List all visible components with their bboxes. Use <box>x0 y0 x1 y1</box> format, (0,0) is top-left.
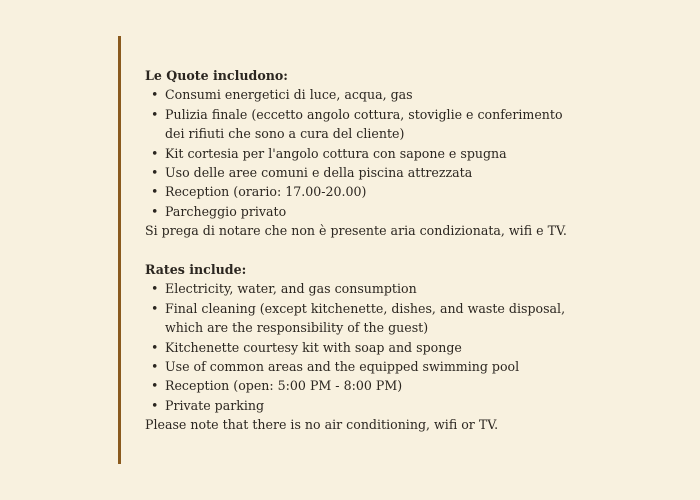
list-item: • Final cleaning (except kitchenette, dishes, and waste disposal, which are the responsibility of the guest) <box>145 299 585 338</box>
list-item: • Kit cortesia per l'angolo cottura con sapone e spugna <box>145 144 585 163</box>
list-item: • Parcheggio privato <box>145 202 585 221</box>
italian-section <box>145 66 585 241</box>
english-note: Please note that there is no air conditioning, wifi or TV. <box>145 417 499 433</box>
english-list <box>145 279 585 415</box>
italian-list <box>145 85 585 221</box>
list-item: • Private parking <box>145 396 585 415</box>
list-item: • Electricity, water, and gas consumption <box>145 279 585 298</box>
list-item: • Consumi energetici di luce, acqua, gas <box>145 85 585 104</box>
list-item: • Use of common areas and the equipped swimming pool <box>145 357 585 376</box>
list-item: • Kitchenette courtesy kit with soap and sponge <box>145 338 585 357</box>
list-item: • Reception (orario: 17.00-20.00) <box>145 182 585 201</box>
english-section <box>145 260 585 435</box>
english-title: Rates include: <box>145 262 247 278</box>
italian-title: Le Quote includono: <box>145 68 288 83</box>
section-spacer <box>145 241 585 260</box>
list-item: • Uso delle aree comuni e della piscina attrezzata <box>145 163 585 182</box>
list-item: • Pulizia finale (eccetto angolo cottura, stoviglie e conferimento dei rifiuti che sono a cura del cliente) <box>145 105 585 144</box>
italian-note: Si prega di notare che non è presente aria condizionata, wifi e TV. <box>145 223 567 239</box>
rates-document <box>145 66 585 435</box>
list-item: • Reception (open: 5:00 PM - 8:00 PM) <box>145 376 585 395</box>
accent-bar <box>118 36 121 464</box>
